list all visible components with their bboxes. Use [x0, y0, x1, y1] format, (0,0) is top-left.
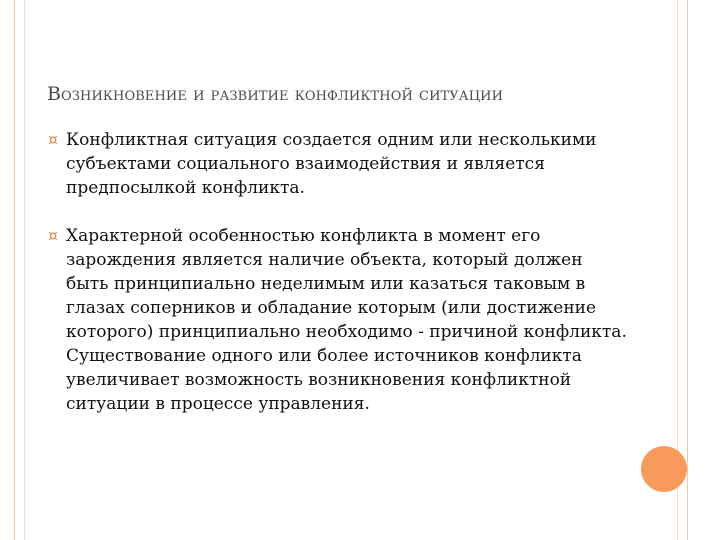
bullet-text: Конфликтная ситуация создается одним или несколькими субъектами социального взаимодействия и является предпосылкой конфликта. [66, 130, 597, 198]
bullet-item [48, 128, 628, 200]
bullet-marker-icon: ¤ [48, 226, 59, 245]
bullet-text: Характерной особенностью конфликта в момент его зарождения является наличие объекта, который должен быть принципиально неделимым или казаться таковым в глазах соперников и обладание которым (или достижение которого) принципиально необходимо - причиной конфликта. Существование одного или более источников конфликта увеличивает возможность возникновения конфликтной ситуации в процессе управления. [66, 226, 627, 414]
frame-inner-line-left [24, 0, 25, 540]
bullet-marker-icon: ¤ [48, 130, 59, 149]
slide-title: Возникновение и развитие конфликтной ситуации [47, 83, 504, 105]
decorative-circle [641, 446, 687, 492]
bullet-list [48, 128, 628, 416]
bullet-item [48, 224, 628, 416]
